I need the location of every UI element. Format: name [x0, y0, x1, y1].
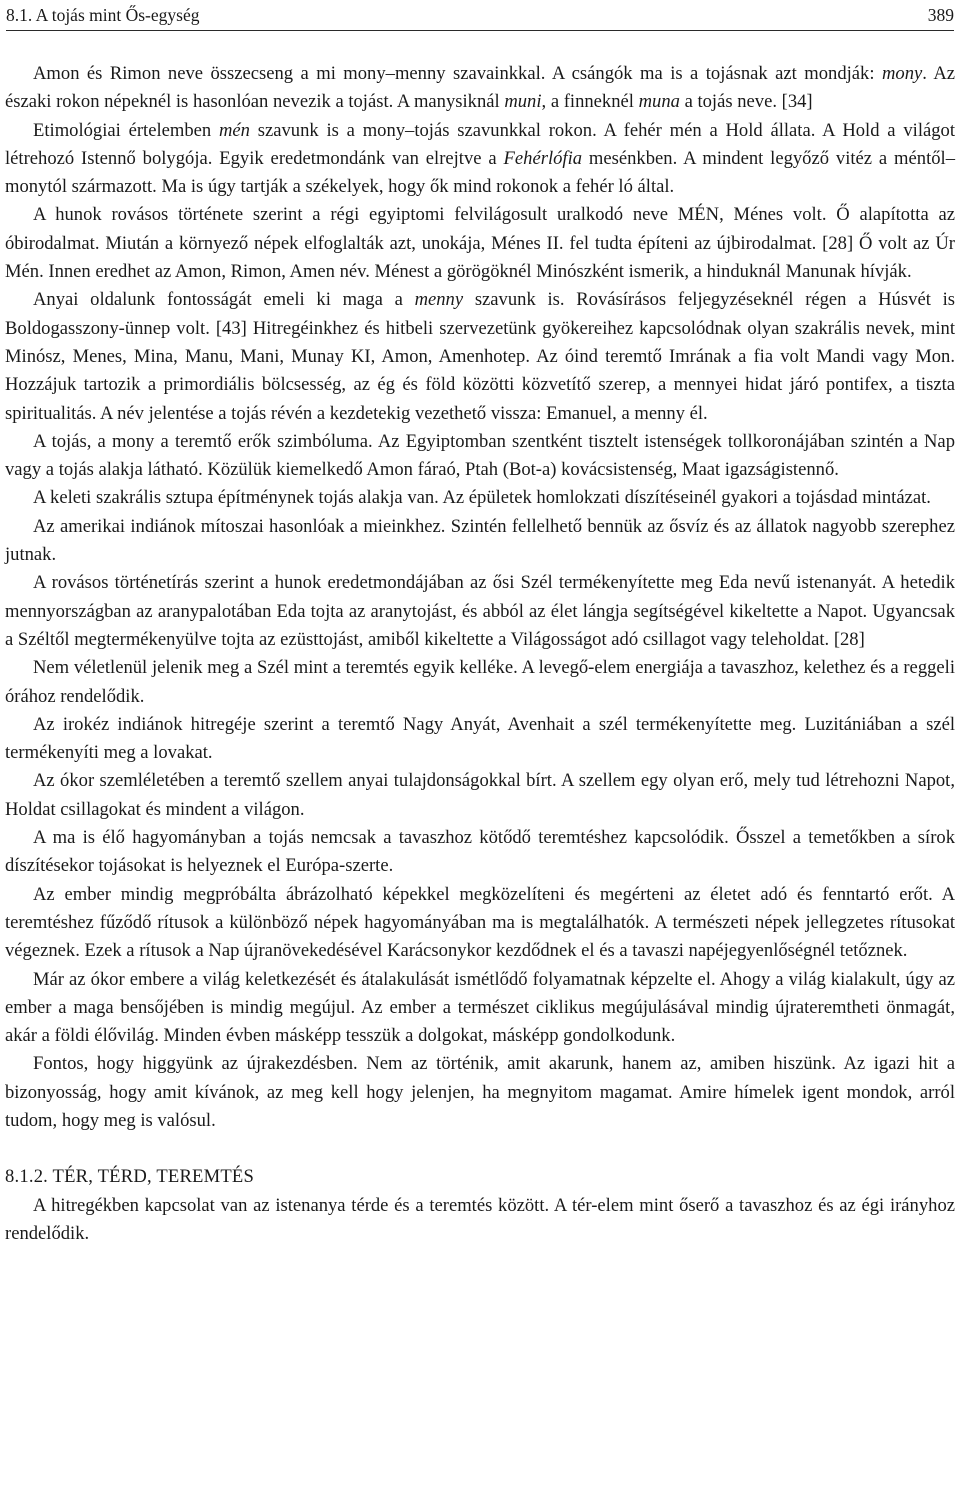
body-paragraph: [5, 881, 955, 966]
italic-term: mén: [218, 119, 250, 141]
body-paragraph: [5, 1050, 955, 1135]
italic-term: muni: [504, 91, 542, 113]
text-run: Nem véletlenül jelenik meg a Szél mint a teremtés egyik kelléke. A levegő-elem energiája a tavaszhoz, kelethez és a reggeli órához rendelődik.: [5, 657, 955, 707]
text-run: A tojás, a mony a teremtő erők szimbóluma. Az Egyiptomban szentként tisztelt istenségek tollkoronájában szintén a Nap vagy a tojás alakja látható. Közülük kiemelkedő Amon fáraó, Ptah (Bot-a) kovácsistenség, Maat igazságistennő.: [5, 430, 955, 481]
paragraph-list: [5, 60, 955, 1135]
page-header: [6, 0, 954, 31]
body-paragraph: [5, 711, 955, 768]
text-run: szavunk is a mony–tojás szavunkkal rokon. A fehér mén a Hold állata. A Hold a világot létrehozó Istennő bolygója. Egyik eredetmondánk van elrejtve a: [5, 119, 955, 169]
body-paragraph: [5, 513, 955, 570]
body-paragraph: [5, 117, 955, 202]
text-run: Az ember mindig megpróbálta ábrázolható képekkel megközelíteni és megérteni az életet adó és fenntartó erőt. A teremtéshez fűződő rítusok a különböző népek hagyományában ma is megtalálhatók. A természeti népek jellegzetes rítusokat végeznek. Ezek a rítusok a Nap újranövekedésével Karácsonykor kezdődnek el és a tavaszi napéjegyenlőségnél tetőznek.: [5, 883, 955, 962]
text-run: A rovásos történetírás szerint a hunok eredetmondájában az ősi Szél termékenyítette meg Eda nevű istenanyát. A hetedik mennyországban az aranypalotában Eda tojta az aranytojást, és abból az élet lángja segítségével kikeltette a Napot. Ugyancsak a Széltől megtermékenyülve tojta az ezüsttojást, amiből kikeltette a Világosságot adó csillagot vagy teleholdat. [28]: [5, 572, 955, 650]
text-run: Az amerikai indiánok mítoszai hasonlóak a mieinkhez. Szintén fellelhető bennük az ősvíz és az állatok nagyobb szerephez jutnak.: [5, 515, 955, 566]
text-run: mesénkben. A mindent legyőző vitéz a méntől–monytól származott. Ma is úgy tartják a székelyek, hogy ők mind rokonok a fehér ló által.: [5, 147, 955, 198]
text-run: A hunok rovásos története szerint a régi egyiptomi felvilágosult uralkodó neve MÉN, Ménes volt. Ő alapította az óbirodalmat. Miután a környező népek elfoglalták azt, unokája, Ménes II. fel tudta építeni az újbirodalmat. [28] Ő volt az Úr Mén. Innen eredhet az Amon, Rimon, Amen név. Ménest a görögöknél Minószként ismerik, a hinduknál Manunak hívják.: [5, 204, 955, 283]
body-paragraph: [5, 484, 955, 512]
italic-term: muna: [638, 91, 680, 113]
text-run: szavunk is. Rovásírásos feljegyzéseknél régen a Húsvét is Boldogasszony-ünnep volt. [43] Hitregéinkhez és hitbeli szervezetünk gyökereihez kapcsolódnak olyan szakrális nevek, mint Minósz, Menes, Mina, Manu, Mani, Munay KI, Amon, Amenhotep. Az óind teremtő Imrának a fia volt Mandi vagy Mon. Hozzájuk tartozik a primordiális bölcsesség, az ég és föld közötti közvetítő szerep, a mennyei hidat járó pontifex, a tiszta spiritualitás. A név jelentése a tojás révén a kezdetekig vezethető vissza: Emanuel, a menny él.: [5, 289, 955, 424]
body-paragraph: [5, 824, 955, 881]
text-run: . Az északi rokon népeknél is hasonlóan nevezik a tojást. A manysiknál: [5, 63, 955, 113]
body-paragraph: [5, 767, 955, 824]
text-run: Anyai oldalunk fontosságát emeli ki maga a: [33, 289, 415, 311]
text-run: A keleti szakrális sztupa építménynek tojás alakja van. Az épületek homlokzati díszítéseinél gyakori a tojásdad mintázat.: [33, 487, 931, 509]
running-title: 8.1. A tojás mint Ős-egység: [6, 5, 200, 25]
body-paragraph: [5, 428, 955, 485]
page-body: [5, 60, 955, 1248]
text-run: a tojás neve. [34]: [679, 91, 813, 113]
body-paragraph: [5, 201, 955, 286]
text-run: A ma is élő hagyományban a tojás nemcsak a tavaszhoz kötődő teremtéshez kapcsolódik. Ősszel a temetőkben a sírok díszítésekor tojásokat is helyeznek el Európa-szerte.: [5, 827, 955, 877]
text-run: Már az ókor embere a világ keletkezését és átalakulását ismétlődő folyamatnak képzelte el. Ahogy a világ kialakult, úgy az ember a maga bensőjében is mindig megújul. Az ember a természet ciklikus megújulásával mindig újrateremtheti önmagát, akár a földi élővilág. Minden évben másképp tesszük a dolgokat, másképp gondolkodunk.: [5, 968, 955, 1047]
body-paragraph: [5, 966, 955, 1051]
text-run: Az ókor szemléletében a teremtő szellem anyai tulajdonságokkal bírt. A szellem egy olyan erő, mely tud létrehozni Napot, Holdat csillagokat és mindent a világon.: [5, 770, 955, 820]
italic-term: menny: [414, 289, 464, 311]
body-paragraph: [5, 286, 955, 427]
body-paragraph: [5, 60, 955, 117]
text-run: Etimológiai értelemben: [33, 119, 219, 141]
page-number: 389: [927, 5, 954, 25]
text-run: Fontos, hogy higgyünk az újrakezdésben. Nem az történik, amit akarunk, hanem az, amiben hiszünk. Az igazi hit a bizonyosság, hogy amit kívánok, az meg kell hogy jelenjen, ha megnyitom magamat. Amire hímelek igent mondok, arról tudom, hogy meg is valósul.: [5, 1053, 955, 1131]
text-run: , a finneknél: [541, 91, 639, 113]
body-paragraph: [5, 569, 955, 654]
section-paragraph: A hitregékben kapcsolat van az istenanya térde és a teremtés között. A tér-elem mint őserő a tavaszhoz és az égi irányhoz rendelődik.: [5, 1194, 955, 1244]
italic-term: Fehérlófia: [503, 147, 583, 169]
italic-term: mony: [881, 63, 923, 84]
text-run: Az irokéz indiánok hitregéje szerint a teremtő Nagy Anyát, Avenhait a szél termékenyítette meg. Luzitániában a szél termékenyíti meg a lovakat.: [5, 713, 955, 764]
text-run: Amon és Rimon neve összecseng a mi mony–menny szavainkkal. A csángók ma is a tojásnak azt mondják:: [33, 63, 882, 84]
body-paragraph: [5, 654, 955, 711]
section-heading: 8.1.2. TÉR, TÉRD, TEREMTÉS: [5, 1166, 254, 1188]
